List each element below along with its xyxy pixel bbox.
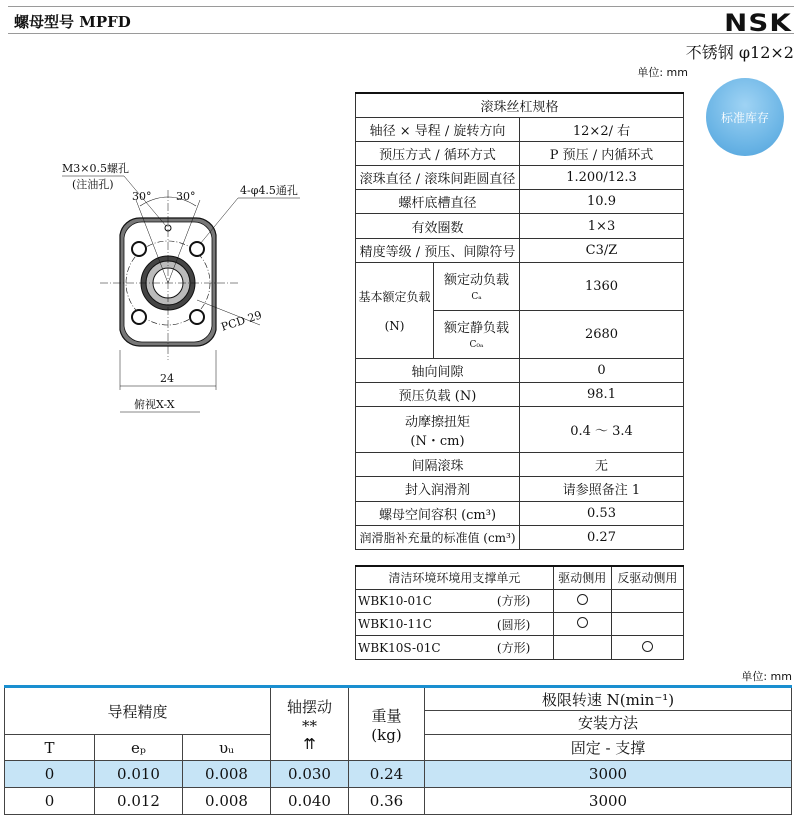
cell-weight: 0.24 [349, 761, 425, 788]
lead-accuracy-head: 导程精度 [5, 687, 271, 735]
stat-load-value: 2680 [520, 310, 684, 358]
mount-type: 固定 - 支撑 [425, 735, 792, 761]
support-anti-mark [611, 613, 683, 636]
label-pcd: PCD 29 [219, 308, 264, 334]
spec-value: 10.9 [520, 190, 684, 214]
spec-value: 98.1 [520, 383, 684, 407]
brand-logo: NSK [724, 9, 792, 37]
label-oil: (注油孔) [72, 178, 114, 191]
dyn-load-value: 1360 [520, 262, 684, 310]
spec-label: 预压方式 / 循环方式 [356, 141, 520, 165]
spec-value: C3/Z [520, 238, 684, 262]
cell-vu: 0.008 [183, 761, 271, 788]
torque-value: 0.4 ～ 3.4 [520, 407, 684, 453]
spec-label: 滚珠直径 / 滚珠间距圆直径 [356, 166, 520, 190]
support-model: WBK10S-01C [356, 636, 497, 659]
dim-24: 24 [160, 372, 174, 385]
cell-ep: 0.012 [95, 788, 183, 815]
hole-bl [132, 310, 146, 324]
col-ep: eₚ [95, 735, 183, 761]
hole-tl [132, 242, 146, 256]
spec-label: 有效圈数 [356, 214, 520, 238]
torque-unit: (N・cm) [410, 433, 465, 449]
cell-speed: 3000 [425, 761, 792, 788]
support-shape: (圆形) [497, 613, 553, 636]
spec-label: 封入润滑剂 [356, 477, 520, 501]
spec-value: 0.53 [520, 501, 684, 525]
stock-badge: 标准库存 [706, 78, 784, 156]
spec-label: 预压负载 (N) [356, 383, 520, 407]
spec-value: 0.27 [520, 525, 684, 549]
label-angle-right: 30° [176, 190, 196, 203]
accuracy-table [4, 685, 792, 815]
cell-weight: 0.36 [349, 788, 425, 815]
spec-label: 润滑脂补充量的标准值 (cm³) [356, 525, 520, 549]
runout-label: 轴摆动 [286, 697, 332, 716]
spec-value: 1.200/12.3 [520, 166, 684, 190]
support-drive-mark [553, 636, 611, 659]
stat-load-label: 额定静负载 [443, 321, 509, 337]
support-shape: (方形) [497, 636, 553, 659]
speed-head: 极限转速 N(min⁻¹) [425, 687, 792, 711]
runout-icon: ⇈ [303, 734, 316, 753]
load-group-unit: (N) [384, 318, 405, 333]
torque-label: 动摩擦扭矩 [404, 414, 470, 430]
weight-head [349, 687, 425, 761]
cell-runout: 0.030 [271, 761, 349, 788]
spec-value: 1×3 [520, 214, 684, 238]
weight-label: 重量 [371, 706, 402, 725]
spec-value: 0 [520, 358, 684, 382]
available-circle-icon [577, 617, 588, 628]
load-group-cell [356, 262, 434, 358]
cell-runout: 0.040 [271, 788, 349, 815]
stat-load-cell [434, 310, 520, 358]
spec-label: 精度等级 / 预压、间隙符号 [356, 238, 520, 262]
support-head-anti: 反驱动侧用 [611, 566, 683, 589]
col-vu: υᵤ [183, 735, 271, 761]
torque-cell [356, 407, 520, 453]
cell-speed: 3000 [425, 788, 792, 815]
support-drive-mark [553, 589, 611, 612]
load-group-label: 基本额定负载 [358, 289, 431, 304]
available-circle-icon [577, 594, 588, 605]
spec-label: 螺母空间容积 (cm³) [356, 501, 520, 525]
material-label: 不锈钢 φ12×2 [685, 43, 794, 62]
support-shape: (方形) [497, 589, 553, 612]
hole-br [190, 310, 204, 324]
hole-tr [190, 242, 204, 256]
support-unit-table [355, 565, 684, 660]
label-holes: 4-φ4.5通孔 [240, 184, 298, 197]
label-m3: M3×0.5螺孔 [62, 162, 129, 175]
support-model: WBK10-11C [356, 613, 497, 636]
dyn-load-label: 额定动负载 [443, 273, 509, 289]
weight-unit: (kg) [371, 725, 402, 744]
support-anti-mark [611, 636, 683, 659]
support-model: WBK10-01C [356, 589, 497, 612]
dyn-load-symbol: Cₐ [471, 292, 482, 303]
cell-ep: 0.010 [95, 761, 183, 788]
spec-title: 滚珠丝杠规格 [356, 93, 684, 117]
support-head-drive: 驱动侧用 [553, 566, 611, 589]
spec-label: 轴向间隙 [356, 358, 520, 382]
label-angle-left: 30° [132, 190, 152, 203]
cell-t: 0 [5, 788, 95, 815]
runout-mark: ** [302, 716, 317, 735]
available-circle-icon [642, 641, 653, 652]
header-bar [8, 6, 794, 37]
support-anti-mark [611, 589, 683, 612]
cell-vu: 0.008 [183, 788, 271, 815]
unit-label-top: 单位: mm [637, 66, 688, 79]
spec-value: 无 [520, 453, 684, 477]
spec-value: 12×2/ 右 [520, 117, 684, 141]
spec-label: 螺杆底槽直径 [356, 190, 520, 214]
support-head-unit: 清洁环境环境用支撑单元 [356, 566, 554, 589]
nut-drawing [60, 150, 340, 420]
stat-load-symbol: C₀ₐ [469, 340, 484, 351]
spec-value: P 预压 / 内循环式 [520, 141, 684, 165]
drawing-caption: 俯视X-X [134, 398, 175, 411]
spec-label: 间隔滚珠 [356, 453, 520, 477]
page-title: 螺母型号 MPFD [14, 13, 131, 31]
support-drive-mark [553, 613, 611, 636]
spec-value: 请参照备注 1 [520, 477, 684, 501]
cell-t: 0 [5, 761, 95, 788]
spec-label: 轴径 × 导程 / 旋转方向 [356, 117, 520, 141]
spec-table [355, 92, 684, 550]
mount-head: 安装方法 [425, 711, 792, 735]
dyn-load-cell [434, 262, 520, 310]
unit-label-bottom: 单位: mm [741, 670, 792, 683]
col-t: T [5, 735, 95, 761]
runout-head [271, 687, 349, 761]
